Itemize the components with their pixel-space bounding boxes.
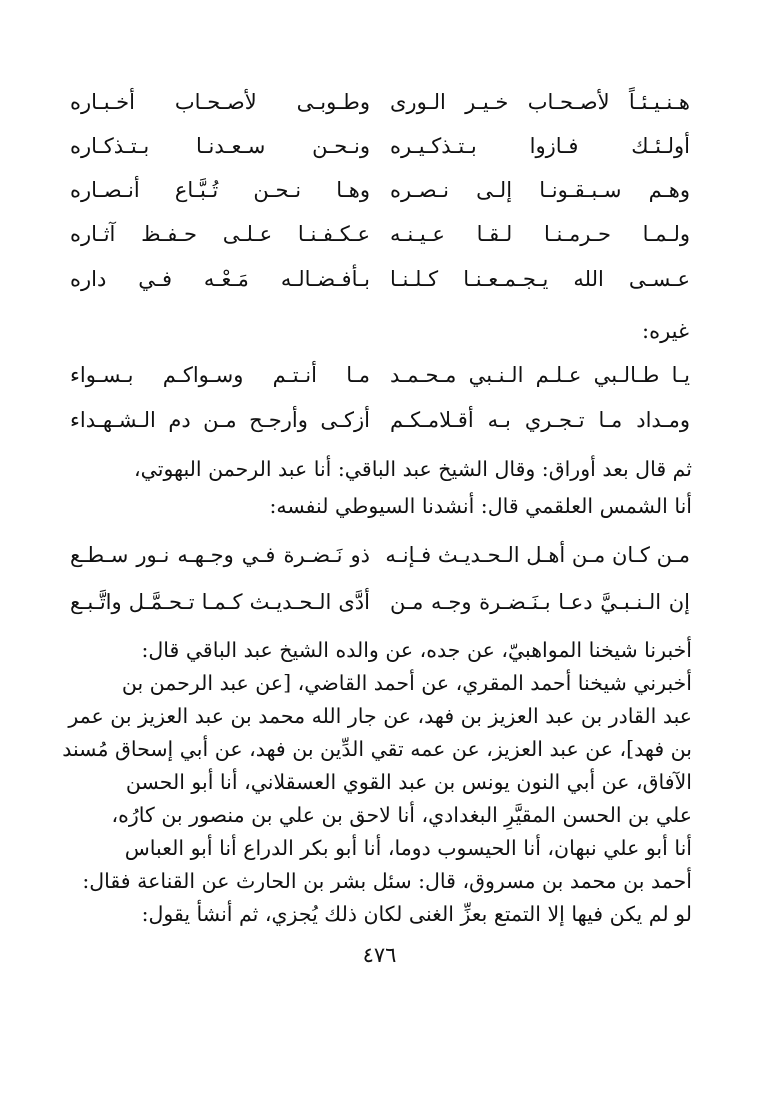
verse-second-hemistich: أدَّى الـحـديـث كـمـا تـحـمَّـل واتَّـبـع: [70, 590, 370, 614]
verse-second-hemistich: أزكـى وأرجـح مـن دم الـشـهـداء: [70, 408, 370, 432]
verse-line: [70, 582, 690, 622]
prose-line: أنا الشمس العلقمي قال: أنشدنا السيوطي لنفسه:: [269, 494, 692, 518]
page-number: ٤٧٦: [362, 943, 397, 967]
prose-line: بن فهد]، عن عبد العزيز، عن عمه تقي الدِّين بن فهد، عن أبي إسحاق مُسند: [62, 737, 692, 761]
prose-line: لو لم يكن فيها إلا التمتع بعزِّ الغنى لكان ذلك يُجزي، ثم أنشأ يقول:: [141, 902, 692, 926]
verse-line: [70, 126, 690, 166]
verse-second-hemistich: مـا أنـتـم وسـواكـم بـسـواء: [70, 363, 370, 387]
verse-second-hemistich: عـكـفـنـا عـلـى حـفـظ آثـاره: [70, 222, 370, 246]
verse-first-hemistich: ومـداد مـا تـجـري بـه أقـلامـكـم: [390, 408, 690, 432]
verse-first-hemistich: ولـمـا حـرمـنـا لـقـا عـيـنـه: [390, 222, 690, 246]
verse-line: [70, 355, 690, 395]
verse-line: [70, 170, 690, 210]
prose-line: أحمد بن محمد بن مسروق، قال: سئل بشر بن الحارث عن القناعة فقال:: [82, 869, 692, 893]
prose-line: علي بن الحسن المقيَّرِ البغدادي، أنا لاحق بن علي بن منصور بن كارُه،: [111, 803, 692, 827]
prose-line: عبد القادر بن عبد العزيز بن فهد، عن جار الله محمد بن عبد العزيز بن عمر: [68, 704, 692, 728]
prose-line: الآفاق، عن أبي النون يونس بن عبد القوي العسقلاني، أنا أبو الحسن: [125, 770, 692, 794]
verse-first-hemistich: يـا طـالـبي عـلـم الـنـبي مـحـمـد: [390, 363, 690, 387]
verse-second-hemistich: وطـوبـى لأصـحـاب أخـبـاره: [70, 90, 370, 114]
prose-line: ثم قال بعد أوراق: وقال الشيخ عبد الباقي: أنا عبد الرحمن البهوتي،: [134, 457, 692, 481]
verse-first-hemistich: هـنـيـئـاً لأصـحـاب خـيـر الـورى: [390, 90, 690, 114]
verse-first-hemistich: أولـئـك فـازوا بـتـذكـيـره: [390, 134, 690, 158]
prose-line: أخبرني شيخنا أحمد المقري، عن أحمد القاضي، [عن عبد الرحمن بن: [121, 671, 692, 695]
verse-line: [70, 214, 690, 254]
verse-first-hemistich: إن الـنـبـيَّ دعـا بـنَـضـرة وجـه مـن: [390, 590, 690, 614]
verse-second-hemistich: وهـا نـحـن تُـبَّـاع أنـصـاره: [70, 178, 370, 202]
prose-line: أنا أبو علي نبهان، أنا الحيسوب دوما، أنا أبو بكر الدراع أنا أبو العباس: [124, 836, 692, 860]
verse-first-hemistich: عـسـى الله يـجـمـعـنـا كـلـنـا: [390, 267, 690, 291]
verse-first-hemistich: مـن كـان مـن أهـل الـحـديـث فـإنـه: [385, 543, 690, 567]
verse-second-hemistich: بـأفـضـالـه مَـعْـه فـي داره: [70, 267, 370, 291]
verse-first-hemistich: وهـم سـبـقـونـا إلـى نـصـره: [390, 178, 690, 202]
prose-line: أخبرنا شيخنا المواهبيّ، عن جده، عن والده الشيخ عبد الباقي قال:: [141, 638, 692, 662]
verse-second-hemistich: ذو نَـضـرة فـي وجـهـه نـور سـطـع: [70, 543, 370, 567]
verse-line: [70, 259, 690, 299]
verse-line: [70, 400, 690, 440]
section-heading: غيره:: [642, 319, 689, 343]
verse-line: [70, 82, 690, 122]
verse-second-hemistich: ونـحـن سـعـدنـا بـتـذكـاره: [70, 134, 370, 158]
verse-line: [70, 535, 690, 575]
